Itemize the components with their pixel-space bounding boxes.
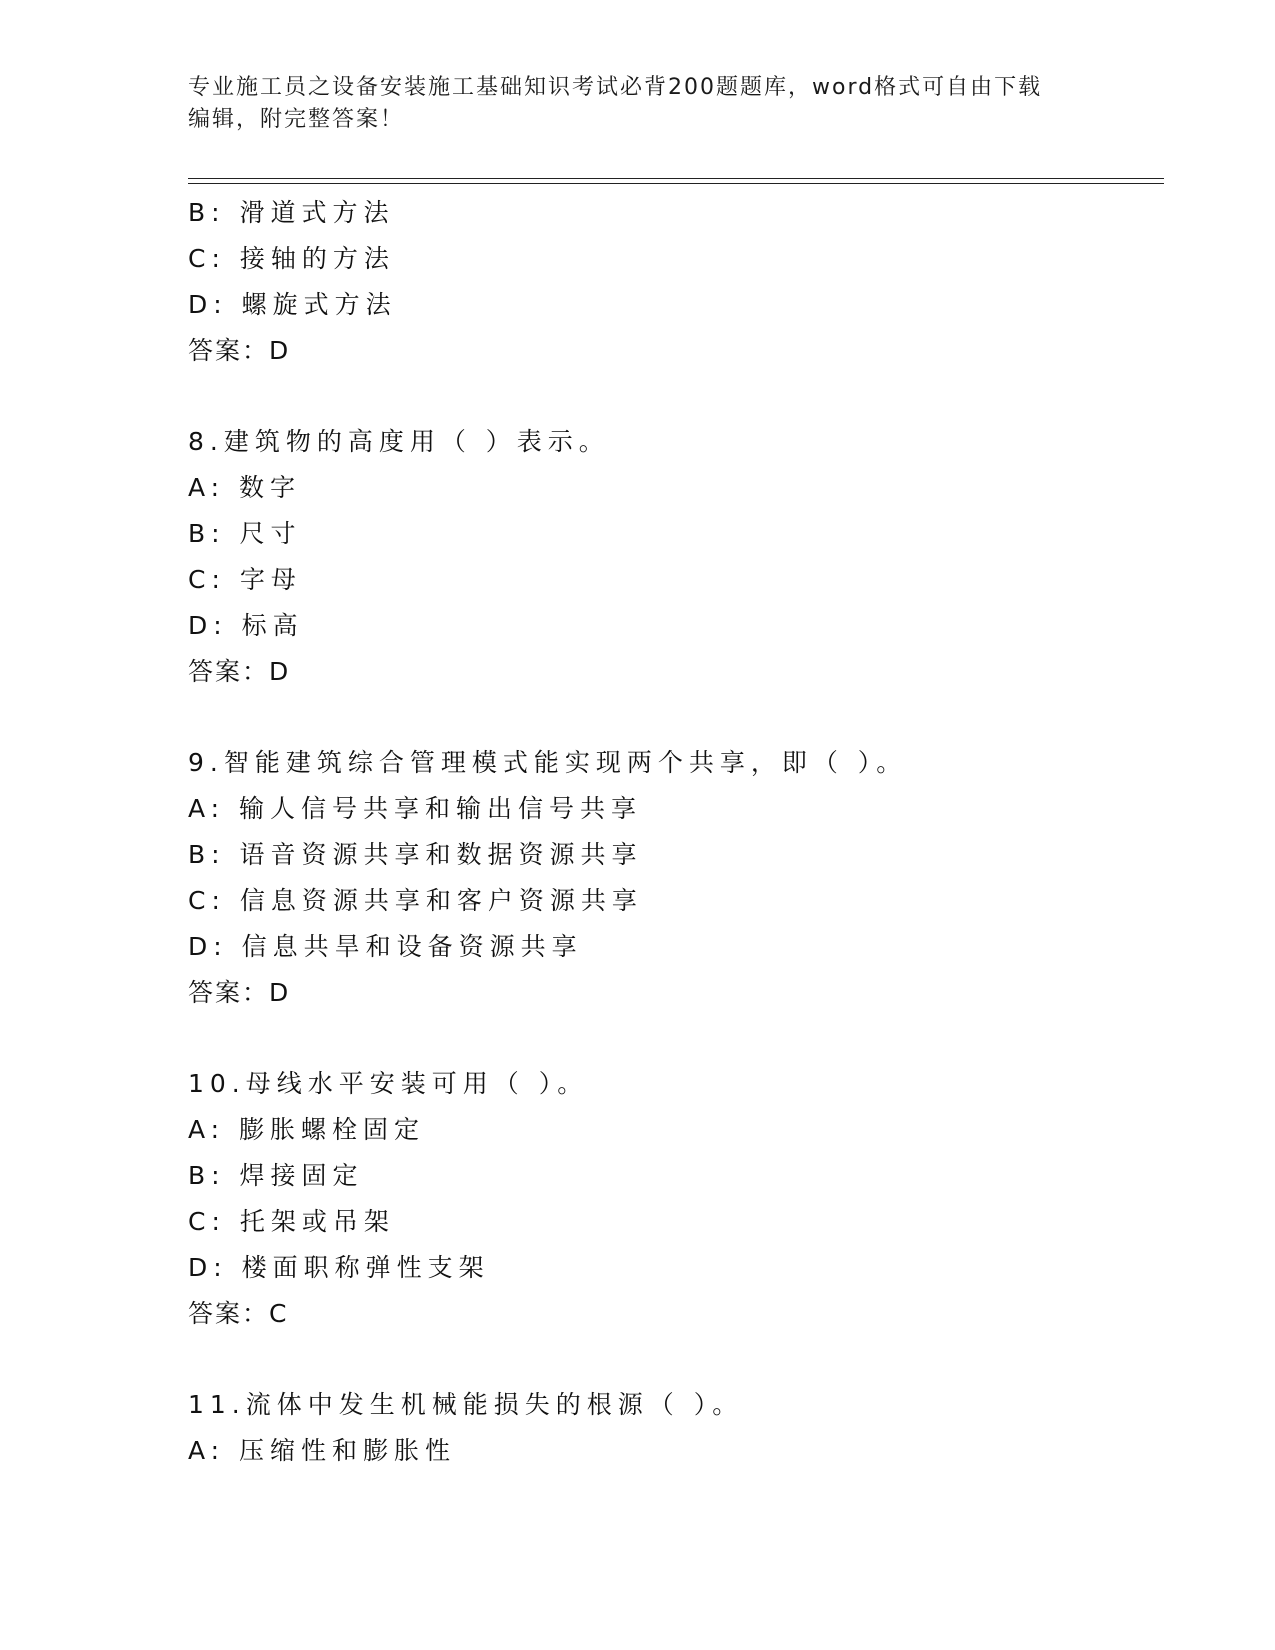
option-a: A: 输人信号共享和输出信号共享 (188, 794, 643, 823)
spacer (188, 374, 1168, 419)
question-stem: 9.智能建筑综合管理模式能实现两个共享，即（ ）。 (188, 748, 908, 777)
option-d: D: 楼面职称弹性支架 (188, 1253, 490, 1282)
answer: 答案：C (188, 1299, 289, 1328)
option-b: B: 尺寸 (188, 519, 302, 548)
question-stem: 11.流体中发生机械能损失的根源（ ）。 (188, 1390, 744, 1419)
question-11 (188, 1382, 1168, 1474)
answer: 答案：D (188, 978, 291, 1007)
spacer (188, 1016, 1168, 1061)
question-8 (188, 419, 1168, 695)
header-divider-top (188, 178, 1164, 179)
question-stem: 10.母线水平安装可用（ ）。 (188, 1069, 589, 1098)
spacer (188, 695, 1168, 740)
question-7-partial (188, 190, 1168, 374)
header-line-2: 编辑，附完整答案！ (188, 107, 405, 132)
question-list (188, 190, 1168, 1474)
answer: 答案：D (188, 336, 291, 365)
option-b: B: 语音资源共享和数据资源共享 (188, 840, 643, 869)
answer: 答案：D (188, 657, 291, 686)
document-header (188, 72, 1088, 136)
header-line-1: 专业施工员之设备安装施工基础知识考试必背200题题库，word格式可自由下载 (188, 75, 1043, 100)
option-c: C: 托架或吊架 (188, 1207, 395, 1236)
option-a: A: 数字 (188, 473, 302, 502)
option-a: A: 压缩性和膨胀性 (188, 1436, 457, 1465)
option-c: C: 接轴的方法 (188, 244, 395, 273)
option-a: A: 膨胀螺栓固定 (188, 1115, 426, 1144)
option-c: C: 字母 (188, 565, 302, 594)
option-d: D: 螺旋式方法 (188, 290, 397, 319)
question-10 (188, 1061, 1168, 1337)
question-stem: 8.建筑物的高度用（ ）表示。 (188, 427, 610, 456)
option-d: D: 标高 (188, 611, 304, 640)
option-d: D: 信息共旱和设备资源共享 (188, 932, 583, 961)
option-c: C: 信息资源共享和客户资源共享 (188, 886, 643, 915)
option-b: B: 滑道式方法 (188, 198, 395, 227)
option-b: B: 焊接固定 (188, 1161, 364, 1190)
spacer (188, 1337, 1168, 1382)
question-9 (188, 740, 1168, 1016)
header-divider-bottom (188, 183, 1164, 184)
